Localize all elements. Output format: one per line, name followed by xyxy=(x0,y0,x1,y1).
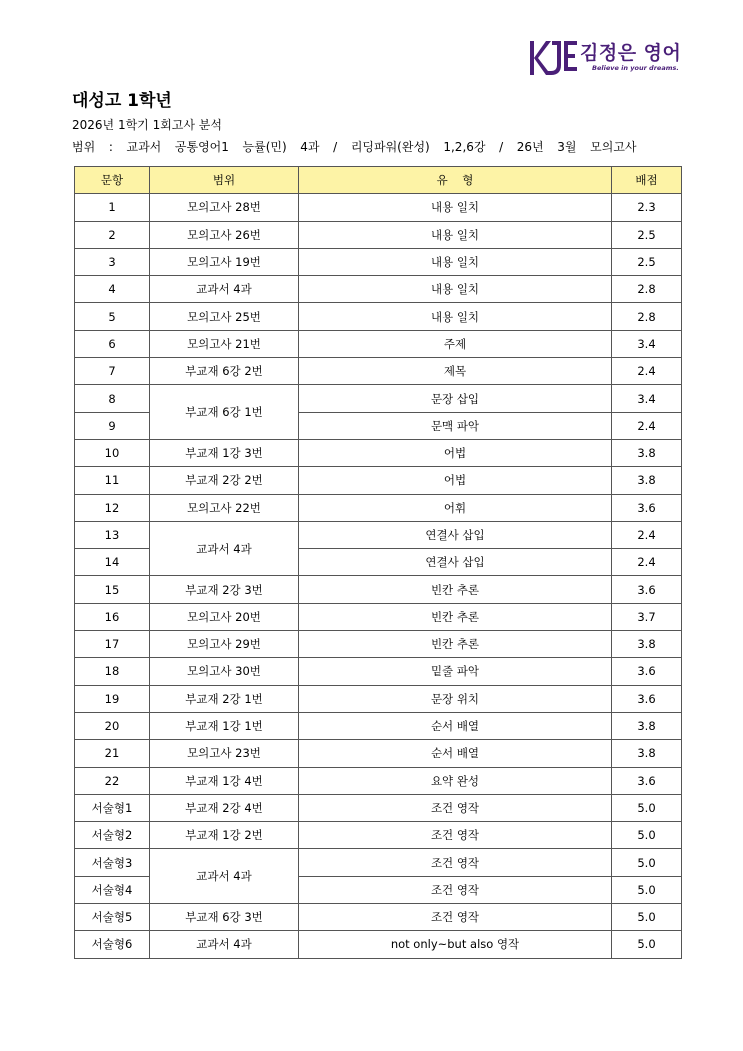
question-score: 3.6 xyxy=(612,494,682,521)
question-range: 부교재 1강 4번 xyxy=(150,767,299,794)
question-score: 2.3 xyxy=(612,194,682,221)
question-number: 15 xyxy=(75,576,150,603)
header-type: 유 형 xyxy=(299,167,612,194)
table-row xyxy=(75,521,682,548)
question-number: 서술형2 xyxy=(75,822,150,849)
question-number: 17 xyxy=(75,631,150,658)
question-range: 모의고사 22번 xyxy=(150,494,299,521)
table-row xyxy=(75,439,682,466)
table-row xyxy=(75,658,682,685)
logo-slogan: Believe in your dreams. xyxy=(592,64,679,72)
question-number: 3 xyxy=(75,248,150,275)
question-type: 빈칸 추론 xyxy=(299,603,612,630)
question-number: 10 xyxy=(75,439,150,466)
table-row xyxy=(75,576,682,603)
question-range: 부교재 1강 3번 xyxy=(150,439,299,466)
question-range: 부교재 1강 2번 xyxy=(150,822,299,849)
question-range: 교과서 4과 xyxy=(150,849,299,904)
question-range: 모의고사 20번 xyxy=(150,603,299,630)
question-type: 제목 xyxy=(299,358,612,385)
question-type: not only~but also 영작 xyxy=(299,931,612,958)
question-type: 문맥 파악 xyxy=(299,412,612,439)
question-number: 9 xyxy=(75,412,150,439)
question-type: 내용 일치 xyxy=(299,194,612,221)
table-row xyxy=(75,631,682,658)
question-range: 부교재 2강 3번 xyxy=(150,576,299,603)
exam-scope: 범위 : 교과서 공통영어1 능률(민) 4과 / 리딩파워(완성) 1,2,6강 / 26년 3월 모의고사 xyxy=(72,140,637,154)
table-row xyxy=(75,904,682,931)
question-type: 순서 배열 xyxy=(299,712,612,739)
question-number: 서술형3 xyxy=(75,849,150,876)
table-row xyxy=(75,221,682,248)
question-number: 21 xyxy=(75,740,150,767)
question-score: 2.4 xyxy=(612,412,682,439)
question-number: 18 xyxy=(75,658,150,685)
question-number: 14 xyxy=(75,549,150,576)
question-type: 빈칸 추론 xyxy=(299,631,612,658)
question-type: 빈칸 추론 xyxy=(299,576,612,603)
table-row xyxy=(75,849,682,876)
question-range: 부교재 6강 1번 xyxy=(150,385,299,440)
question-type: 조건 영작 xyxy=(299,876,612,903)
table-row xyxy=(75,467,682,494)
question-score: 3.6 xyxy=(612,685,682,712)
question-type: 주제 xyxy=(299,330,612,357)
question-range: 모의고사 26번 xyxy=(150,221,299,248)
question-range: 모의고사 25번 xyxy=(150,303,299,330)
question-score: 3.7 xyxy=(612,603,682,630)
question-number: 서술형4 xyxy=(75,876,150,903)
question-type: 조건 영작 xyxy=(299,822,612,849)
kje-logo-icon xyxy=(528,38,578,78)
question-score: 2.8 xyxy=(612,303,682,330)
question-score: 5.0 xyxy=(612,904,682,931)
question-range: 교과서 4과 xyxy=(150,276,299,303)
header-question: 문항 xyxy=(75,167,150,194)
table-row xyxy=(75,822,682,849)
question-score: 2.4 xyxy=(612,521,682,548)
question-number: 7 xyxy=(75,358,150,385)
question-score: 3.4 xyxy=(612,385,682,412)
question-score: 3.6 xyxy=(612,767,682,794)
question-type: 연결사 삽입 xyxy=(299,549,612,576)
table-row xyxy=(75,194,682,221)
question-number: 19 xyxy=(75,685,150,712)
question-type: 밑줄 파악 xyxy=(299,658,612,685)
question-range: 모의고사 29번 xyxy=(150,631,299,658)
question-type: 어법 xyxy=(299,467,612,494)
page-title: 대성고 1학년 xyxy=(72,91,172,111)
question-number: 13 xyxy=(75,521,150,548)
question-type: 요약 완성 xyxy=(299,767,612,794)
question-type: 내용 일치 xyxy=(299,248,612,275)
question-number: 4 xyxy=(75,276,150,303)
question-type: 내용 일치 xyxy=(299,221,612,248)
question-range: 부교재 2강 2번 xyxy=(150,467,299,494)
question-number: 22 xyxy=(75,767,150,794)
question-type: 문장 위치 xyxy=(299,685,612,712)
header-score: 배점 xyxy=(612,167,682,194)
question-score: 2.5 xyxy=(612,248,682,275)
question-range: 부교재 6강 2번 xyxy=(150,358,299,385)
table-row xyxy=(75,931,682,958)
question-type: 조건 영작 xyxy=(299,794,612,821)
question-type: 어법 xyxy=(299,439,612,466)
question-score: 3.8 xyxy=(612,712,682,739)
question-range: 모의고사 23번 xyxy=(150,740,299,767)
question-score: 3.6 xyxy=(612,576,682,603)
question-score: 3.4 xyxy=(612,330,682,357)
table-row xyxy=(75,248,682,275)
question-range: 교과서 4과 xyxy=(150,931,299,958)
question-number: 5 xyxy=(75,303,150,330)
question-number: 1 xyxy=(75,194,150,221)
question-number: 12 xyxy=(75,494,150,521)
table-row xyxy=(75,685,682,712)
table-row xyxy=(75,276,682,303)
question-score: 2.4 xyxy=(612,549,682,576)
question-score: 2.5 xyxy=(612,221,682,248)
question-range: 부교재 6강 3번 xyxy=(150,904,299,931)
question-type: 연결사 삽입 xyxy=(299,521,612,548)
question-range: 교과서 4과 xyxy=(150,521,299,576)
question-range: 모의고사 28번 xyxy=(150,194,299,221)
question-score: 3.6 xyxy=(612,658,682,685)
question-number: 서술형1 xyxy=(75,794,150,821)
question-range: 모의고사 30번 xyxy=(150,658,299,685)
exam-subtitle: 2026년 1학기 1회고사 분석 xyxy=(72,118,222,132)
question-type: 내용 일치 xyxy=(299,276,612,303)
table-row xyxy=(75,303,682,330)
table-row xyxy=(75,712,682,739)
question-score: 5.0 xyxy=(612,849,682,876)
question-range: 모의고사 21번 xyxy=(150,330,299,357)
question-range: 부교재 2강 1번 xyxy=(150,685,299,712)
question-score: 5.0 xyxy=(612,794,682,821)
question-score: 3.8 xyxy=(612,631,682,658)
question-range: 모의고사 19번 xyxy=(150,248,299,275)
brand-logo xyxy=(528,38,698,82)
question-type: 조건 영작 xyxy=(299,849,612,876)
table-row xyxy=(75,603,682,630)
question-score: 5.0 xyxy=(612,822,682,849)
question-type: 순서 배열 xyxy=(299,740,612,767)
table-row xyxy=(75,358,682,385)
question-score: 3.8 xyxy=(612,740,682,767)
table-row xyxy=(75,330,682,357)
question-score: 5.0 xyxy=(612,931,682,958)
question-type: 조건 영작 xyxy=(299,904,612,931)
logo-name: 김정은 영어 xyxy=(580,42,682,64)
question-number: 8 xyxy=(75,385,150,412)
question-range: 부교재 1강 1번 xyxy=(150,712,299,739)
question-number: 서술형5 xyxy=(75,904,150,931)
question-score: 3.8 xyxy=(612,439,682,466)
question-type: 어휘 xyxy=(299,494,612,521)
question-type: 내용 일치 xyxy=(299,303,612,330)
table-row xyxy=(75,794,682,821)
table-row xyxy=(75,385,682,412)
question-number: 11 xyxy=(75,467,150,494)
question-score: 2.8 xyxy=(612,276,682,303)
question-score: 2.4 xyxy=(612,358,682,385)
table-body xyxy=(75,194,682,958)
table-row xyxy=(75,767,682,794)
question-number: 20 xyxy=(75,712,150,739)
question-range: 부교재 2강 4번 xyxy=(150,794,299,821)
question-number: 2 xyxy=(75,221,150,248)
table-row xyxy=(75,740,682,767)
exam-analysis-table xyxy=(74,166,682,959)
question-type: 문장 삽입 xyxy=(299,385,612,412)
question-number: 6 xyxy=(75,330,150,357)
table-row xyxy=(75,494,682,521)
question-score: 5.0 xyxy=(612,876,682,903)
question-score: 3.8 xyxy=(612,467,682,494)
question-number: 16 xyxy=(75,603,150,630)
table-header-row xyxy=(75,167,682,194)
question-number: 서술형6 xyxy=(75,931,150,958)
header-range: 범위 xyxy=(150,167,299,194)
